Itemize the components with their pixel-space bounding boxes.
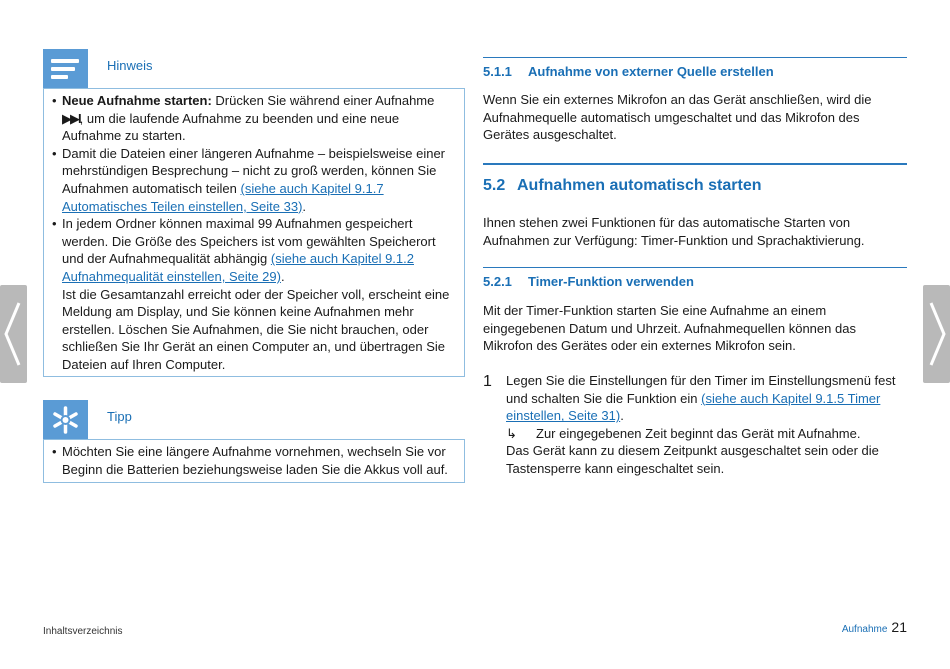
- punctuation: .: [302, 198, 307, 214]
- note-item-text: , um die laufende Aufnahme zu beenden und eine neue Aufnahme zu starten.: [62, 110, 400, 144]
- tip-box: [43, 439, 465, 483]
- step-text: Legen Sie die Einstellungen für den Timer im Einstellungsmenü fest und schalten Sie die Funktion ein: [506, 373, 896, 406]
- note-item-new-recording: [52, 92, 456, 145]
- section-5-2-body: Ihnen stehen zwei Funktionen für das automatische Starten von Aufnahmen zur Verfügung: Timer-Funktion und Sprachaktivierung.: [483, 215, 865, 248]
- punctuation: .: [620, 408, 624, 424]
- section-number: 5.1.1: [483, 64, 512, 79]
- next-record-glyph: ▶▶I: [62, 110, 80, 126]
- tip-title: Tipp: [107, 409, 132, 424]
- link-chapter-9-1-5[interactable]: (siehe auch Kapitel 9.1.5 Timer einstellen, Seite 31): [506, 390, 881, 424]
- step-number: 1: [483, 373, 492, 390]
- note-lines-icon: [43, 49, 88, 89]
- note-item-text-2: Ist die Gesamtanzahl erreicht oder der Speicher voll, erscheint eine Meldung am Display, und Sie können keine Aufnahmen mehr erstellen. Löschen Sie Aufnahmen, die Sie nicht brauchen, oder schließen Sie Ihr Gerät an einen Computer an, und übertragen Sie Dateien auf Ihren Computer.: [62, 286, 450, 372]
- section-rule: [483, 163, 907, 165]
- punctuation: .: [280, 268, 285, 284]
- chevron-right-icon: [923, 285, 950, 383]
- section-number: 5.2: [483, 177, 506, 194]
- note-item-text: Drücken Sie während einer Aufnahme: [211, 93, 435, 108]
- section-5-1-1-body: Wenn Sie ein externes Mikrofon an das Gerät anschließen, wird die Aufnahmequelle automatisch umgeschaltet und das Mikrofon des Gerätes ausgeschaltet.: [483, 92, 872, 143]
- tip-item: • Möchten Sie eine längere Aufnahme vornehmen, wechseln Sie vor Beginn die Batterien beziehungsweise laden Sie die Akkus voll auf.: [52, 443, 456, 478]
- section-title: Aufnahme von externer Quelle erstellen: [528, 64, 774, 79]
- page-number: 21: [891, 619, 907, 635]
- asterisk-tip-icon: [43, 400, 88, 440]
- next-page-button[interactable]: [923, 285, 950, 383]
- link-chapter-9-1-7[interactable]: (siehe auch Kapitel 9.1.7 Automatisches Teilen einstellen, Seite 33): [62, 180, 384, 214]
- link-chapter-9-1-2[interactable]: (siehe auch Kapitel 9.1.2 Aufnahmequalität einstellen, Seite 29): [62, 251, 414, 284]
- result-arrow-icon: ↳: [506, 425, 517, 441]
- note-item-bold: Neue Aufnahme starten:: [62, 93, 212, 108]
- section-title: Timer-Funktion verwenden: [528, 274, 694, 289]
- section-number: 5.2.1: [483, 274, 512, 289]
- page-footer: [842, 619, 907, 639]
- section-5-2-1-heading: [483, 273, 694, 291]
- note-item-folder-limit: [52, 215, 456, 373]
- note-item-split: [52, 145, 456, 215]
- step-result: Zur eingegebenen Zeit beginnt das Gerät mit Aufnahme.: [536, 425, 861, 441]
- section-rule: [483, 57, 907, 58]
- section-5-1-1-heading: [483, 63, 774, 81]
- note-item-text: In jedem Ordner können maximal 99 Aufnahmen gespeichert werden. Die Größe des Speichers ist vom gewählten Speicherort und der Aufnahmequalität abhängig: [62, 216, 436, 267]
- chevron-left-icon: [0, 285, 27, 383]
- note-title: Hinweis: [107, 58, 153, 73]
- section-title: Aufnahmen automatisch starten: [517, 177, 762, 194]
- step-1: [506, 372, 906, 478]
- section-5-2-1-body: Mit der Timer-Funktion starten Sie eine Aufnahme an einem eingegebenen Datum und Uhrzeit. Aufnahmequellen können das Mikrofon des Gerätes oder ein externes Mikrofon sein.: [483, 303, 856, 354]
- section-5-2-heading: [483, 177, 761, 195]
- note-item-text: Damit die Dateien einer längeren Aufnahme – beispielsweise einer mehrstündigen Besprechung – nicht zu groß werden, können Sie Aufnahmen automatisch teilen: [62, 145, 446, 196]
- section-rule: [483, 267, 907, 268]
- toc-link[interactable]: Inhaltsverzeichnis: [43, 626, 123, 637]
- chapter-label: Aufnahme: [841, 624, 888, 635]
- note-box: [43, 88, 465, 377]
- previous-page-button[interactable]: [0, 285, 27, 383]
- step-note: Das Gerät kann zu diesem Zeitpunkt ausgeschaltet sein oder die Tastensperre kann eingeschaltet sein.: [506, 443, 879, 476]
